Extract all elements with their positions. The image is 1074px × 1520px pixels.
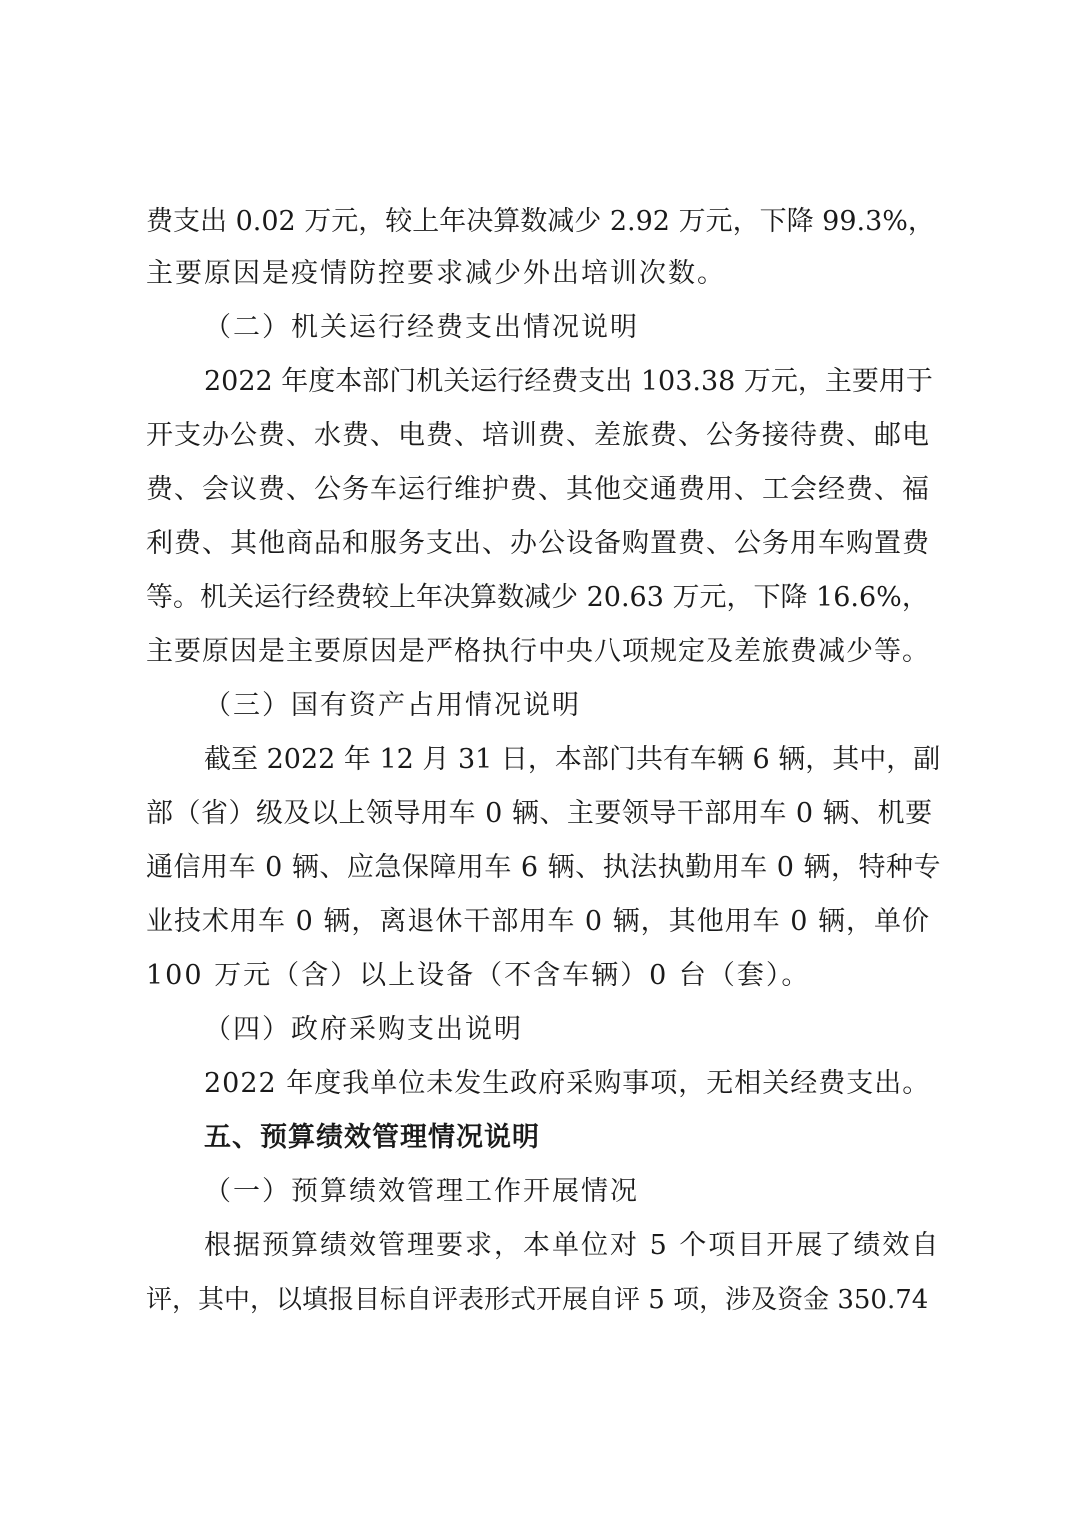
body-text-line: 费、会议费、公务车运行维护费、其他交通费用、工会经费、福 — [146, 474, 930, 505]
body-text-line: 利费、其他商品和服务支出、办公设备购置费、公务用车购置费 — [146, 528, 930, 559]
body-text-line: 主要原因是主要原因是严格执行中央八项规定及差旅费减少等。 — [146, 636, 930, 667]
body-text-line: 评，其中，以填报目标自评表形式开展自评 5 项，涉及资金 350.74 — [146, 1285, 929, 1315]
body-text-line: 通信用车 0 辆、应急保障用车 6 辆、执法执勤用车 0 辆，特种专 — [146, 852, 942, 883]
section-heading: 五、预算绩效管理情况说明 — [204, 1122, 540, 1153]
subsection-heading: （一）预算绩效管理工作开展情况 — [204, 1176, 639, 1207]
body-text-line: 部（省）级及以上领导用车 0 辆、主要领导干部用车 0 辆、机要 — [146, 798, 933, 829]
body-text-line: 2022 年度我单位未发生政府采购事项，无相关经费支出。 — [204, 1068, 931, 1099]
body-text-line: 开支办公费、水费、电费、培训费、差旅费、公务接待费、邮电 — [146, 420, 930, 451]
body-text-line: 根据预算绩效管理要求，本单位对 5 个项目开展了绩效自 — [204, 1230, 941, 1261]
body-text-line: 100 万元（含）以上设备（不含车辆）0 台（套）。 — [146, 960, 811, 991]
body-text-line: 截至 2022 年 12 月 31 日，本部门共有车辆 6 辆，其中，副 — [204, 744, 941, 775]
subsection-heading: （二）机关运行经费支出情况说明 — [204, 312, 639, 343]
subsection-heading: （四）政府采购支出说明 — [204, 1014, 523, 1045]
body-text-line: 费支出 0.02 万元，较上年决算数减少 2.92 万元，下降 99.3%， — [146, 206, 935, 237]
subsection-heading: （三）国有资产占用情况说明 — [204, 690, 581, 721]
body-text-line: 2022 年度本部门机关运行经费支出 103.38 万元，主要用于 — [204, 366, 933, 397]
body-text-line: 主要原因是疫情防控要求减少外出培训次数。 — [146, 258, 726, 289]
body-text-line: 等。机关运行经费较上年决算数减少 20.63 万元，下降 16.6%， — [146, 582, 929, 613]
body-text-line: 业技术用车 0 辆，离退休干部用车 0 辆，其他用车 0 辆，单价 — [146, 906, 931, 937]
